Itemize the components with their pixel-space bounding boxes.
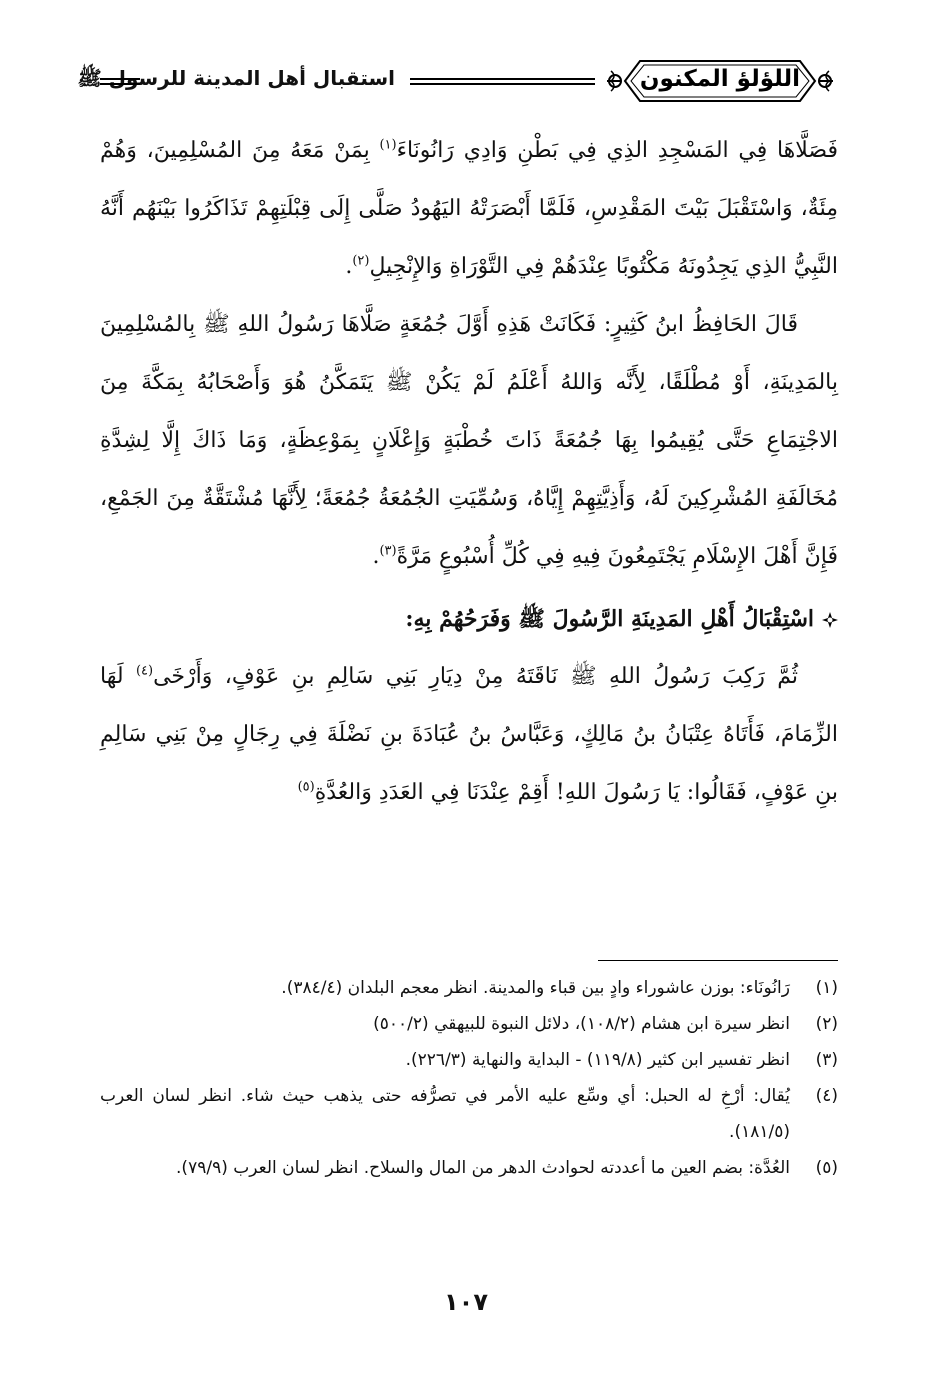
paragraph-1 bbox=[100, 122, 838, 296]
paragraph-text: قَالَ الحَافِظُ ابنُ كَثِيرٍ: فَكَانَتْ هَذِهِ أَوَّلَ جُمُعَةٍ صَلَّاهَا رَسُولُ اللهِ ﷺ بِالمُسْلِمِينَ بِالمَدِينَةِ، أَوْ مُطْلَقًا، لِأَنَّه وَاللهُ أَعْلَمُ لَمْ يَكُنْ ﷺ يَتَمَكَّنُ هُوَ وَأَصْحَابُهُ بِمَكَّةَ مِنَ الاجْتِمَاعِ حَتَّى يُقِيمُوا بِهَا جُمُعَةً ذَاتَ خُطْبَةٍ وَإِعْلَانٍ بِمَوْعِظَةٍ، وَمَا ذَاكَ إِلَّا لِشِدَّةِ مُخَالَفَةِ المُشْرِكِينَ لَهُ، وَأَذِيَّتِهِمْ إِيَّاهُ، وَسُمِّيَتِ الجُمُعَةُ جُمُعَةً؛ لِأَنَّهَا مُشْتَقَّةٌ مِنَ الجَمْعِ، فَإِنَّ أَهْلَ الإِسْلَامِ يَجْتَمِعُونَ فِيهِ فِي كُلِّ أُسْبُوعٍ مَرَّةً bbox=[100, 312, 838, 569]
footnote-number: (٢) bbox=[815, 1014, 838, 1034]
paragraph-text: بِمَنْ مَعَهُ مِنَ المُسْلِمِينَ، وَهُمْ مِئَةٌ، وَاسْتَقْبَلَ بَيْتَ المَقْدِسِ، فَلَمَّا أَبْصَرَتْهُ اليَهُودُ صَلَّى إِلَى قِبْلَتِهِمْ تَذَاكَرُوا بَيْنَهُم أَنَّهُ النَّبِيُّ الذِي يَجِدُونَهُ مَكْتُوبًا عِنْدَهُمْ فِي التَّوْرَاةِ وَالإِنْجِيلِ bbox=[100, 138, 838, 279]
paragraph-2 bbox=[100, 296, 838, 586]
running-header bbox=[77, 52, 835, 112]
section-heading bbox=[100, 590, 838, 648]
paragraph-text: . bbox=[372, 544, 380, 569]
header-rule bbox=[410, 78, 595, 80]
footnote-number: (١) bbox=[815, 978, 838, 998]
footnote-text: انظر سيرة ابن هشام (١٠٨/٢)، دلائل النبوة للبيهقي (٥٠٠/٢) bbox=[373, 1014, 790, 1034]
chapter-title: استقبال أهل المدينة للرسول ﷺ bbox=[77, 66, 395, 90]
paragraph-text: ثُمَّ رَكِبَ رَسُولُ اللهِ ﷺ نَاقَتَهُ مِنْ دِيَارِ بَنِي سَالِمِ بنِ عَوْفٍ، وَأَرْخَى bbox=[153, 664, 798, 689]
footnote-ref[interactable]: (١) bbox=[379, 137, 397, 153]
footnote bbox=[100, 970, 838, 1006]
footnote bbox=[100, 1006, 838, 1042]
header-rule bbox=[410, 83, 595, 85]
footnote-text: يُقال: أرْخِ له الحبل: أي وسِّع عليه الأمر في تصرُّفه حتى يذهب حيث شاء. انظر لسان العرب (١٨١/٥). bbox=[100, 1086, 790, 1142]
footnote-text: رَانُونَاء: بوزن عاشوراء وادٍ بين قباء والمدينة. انظر معجم البلدان (٣٨٤/٤). bbox=[281, 978, 790, 998]
page-number: ١٠٧ bbox=[444, 1288, 488, 1316]
footnote bbox=[100, 1078, 838, 1150]
footnotes bbox=[100, 970, 838, 1186]
footnote-number: (٤) bbox=[815, 1086, 838, 1106]
footnote-separator bbox=[598, 960, 838, 961]
footnote-ref[interactable]: (٥) bbox=[297, 779, 315, 795]
footnote-text: العُدَّة: بضم العين ما أعددته لحوادث الدهر من المال والسلاح. انظر لسان العرب (٧٩/٩). bbox=[176, 1158, 790, 1178]
footnote-number: (٣) bbox=[815, 1050, 838, 1070]
flower-ornament-icon bbox=[822, 612, 838, 628]
footnote-number: (٥) bbox=[815, 1158, 838, 1178]
book-title: اللؤلؤ المكنون bbox=[639, 66, 801, 92]
footnote bbox=[100, 1042, 838, 1078]
header-rule bbox=[100, 78, 140, 80]
book-title-ornament bbox=[605, 56, 835, 106]
footnote bbox=[100, 1150, 838, 1186]
footnote-text: انظر تفسير ابن كثير (١١٩/٨) - البداية والنهاية (٢٢٦/٣). bbox=[405, 1050, 790, 1070]
paragraph-text: لَهَا الزِّمَامَ، فَأَتَاهُ عِتْبَانُ بنُ مَالِكٍ، وَعَبَّاسُ بنُ عُبَادَةَ بنِ نَضْلَةَ فِي رِجَالٍ مِنْ بَنِي سَالِمِ بنِ عَوْفٍ، فَقَالُوا: يَا رَسُولَ اللهِ! أَقِمْ عِنْدَنَا فِي العَدَدِ وَالعُدَّةِ bbox=[100, 664, 838, 805]
heading-text: اسْتِقْبَالُ أَهْلِ المَدِينَةِ الرَّسُولَ ﷺ وَفَرَحُهُمْ بِهِ: bbox=[405, 606, 814, 632]
paragraph-text: . bbox=[345, 254, 353, 279]
paragraph-text: فَصَلَّاهَا فِي المَسْجِدِ الذِي فِي بَطْنِ وَادِي رَانُونَاءَ bbox=[396, 138, 838, 163]
header-rule bbox=[100, 83, 140, 85]
paragraph-3 bbox=[100, 648, 838, 822]
footnote-ref[interactable]: (٢) bbox=[352, 253, 370, 269]
footnote-ref[interactable]: (٤) bbox=[135, 663, 154, 679]
footnote-ref[interactable]: (٣) bbox=[379, 543, 397, 559]
main-text bbox=[100, 122, 838, 822]
